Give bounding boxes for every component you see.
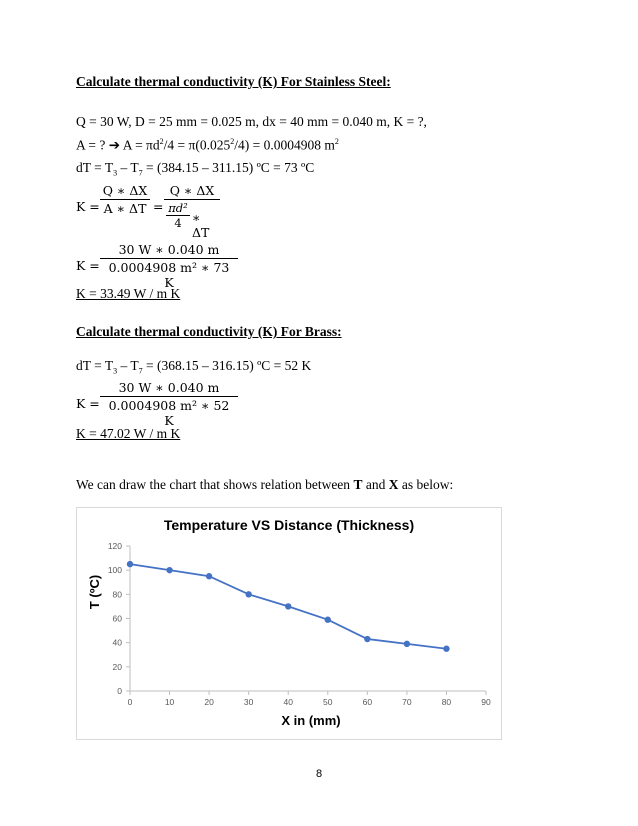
data-point [166, 567, 172, 573]
chart-svg [77, 508, 501, 739]
data-point [443, 646, 449, 652]
data-point [206, 573, 212, 579]
y-axis-label: T (ºC) [87, 574, 102, 610]
y-tick-label: 100 [107, 565, 122, 576]
x-tick-label: 30 [243, 697, 254, 707]
x-tick-label: 50 [323, 697, 333, 707]
arrow-icon: ➔ [108, 137, 121, 153]
y-tick-label: 120 [107, 541, 122, 551]
x-tick-label: 60 [362, 697, 373, 707]
brass-result: K = 47.02 W / m K [76, 426, 181, 441]
x-tick-label: 70 [402, 697, 412, 707]
y-tick-label: 80 [112, 589, 122, 600]
x-tick-label: 90 [481, 697, 491, 707]
x-tick-label: 10 [164, 697, 175, 707]
x-tick-label: 20 [204, 697, 214, 707]
y-tick-label: 0 [117, 686, 122, 696]
y-tick-label: 60 [112, 613, 122, 624]
page-number: 8 [315, 768, 323, 780]
given-values-line: Q = 30 W, D = 25 mm = 0.025 m, dx = 40 mm = 0.040 m, K = ?, [76, 114, 427, 129]
data-point [127, 561, 133, 567]
stainless-heading: Calculate thermal conductivity (K) For Stainless Steel: [76, 74, 391, 89]
x-tick-label: 0 [127, 697, 133, 707]
x-axis-label: X in (mm) [281, 713, 341, 728]
data-point [364, 636, 370, 642]
fraction-2: Q ∗ ΔX πd² 4 ∗ ΔT [164, 183, 220, 235]
data-point [404, 641, 410, 647]
x-tick-label: 40 [283, 697, 293, 707]
brass-dT-line: dT = $T_3 - T_7 = (368.15 - 316.15)$ ºC = 52 K [76, 358, 312, 376]
stainless-result: K = 33.49 W / m K [76, 286, 181, 301]
temperature-chart [76, 507, 502, 740]
chart-title: Temperature VS Distance (Thickness) [163, 517, 415, 533]
brass-heading: Calculate thermal conductivity (K) For Brass: [76, 324, 342, 339]
data-point [245, 591, 251, 597]
data-point [325, 617, 331, 623]
fraction-1: Q ∗ ΔX A ∗ ΔT [100, 183, 150, 216]
stainless-dT-line: dT = $T_3 - T_7 = (384.15 - 311.15)$ ºC = 73 ºC [76, 160, 315, 178]
y-tick-label: 40 [112, 637, 122, 648]
y-tick-label: 20 [112, 661, 122, 672]
x-tick-label: 80 [441, 697, 452, 707]
data-point [285, 603, 291, 609]
chart-intro: We can draw the chart that shows relation between T and X as below: [76, 477, 454, 492]
area-line: A = ? ➔ $A = \pi d^2/4 = \pi(0.025^2/4) = 0.0004908$ $m^2$ [76, 137, 339, 153]
